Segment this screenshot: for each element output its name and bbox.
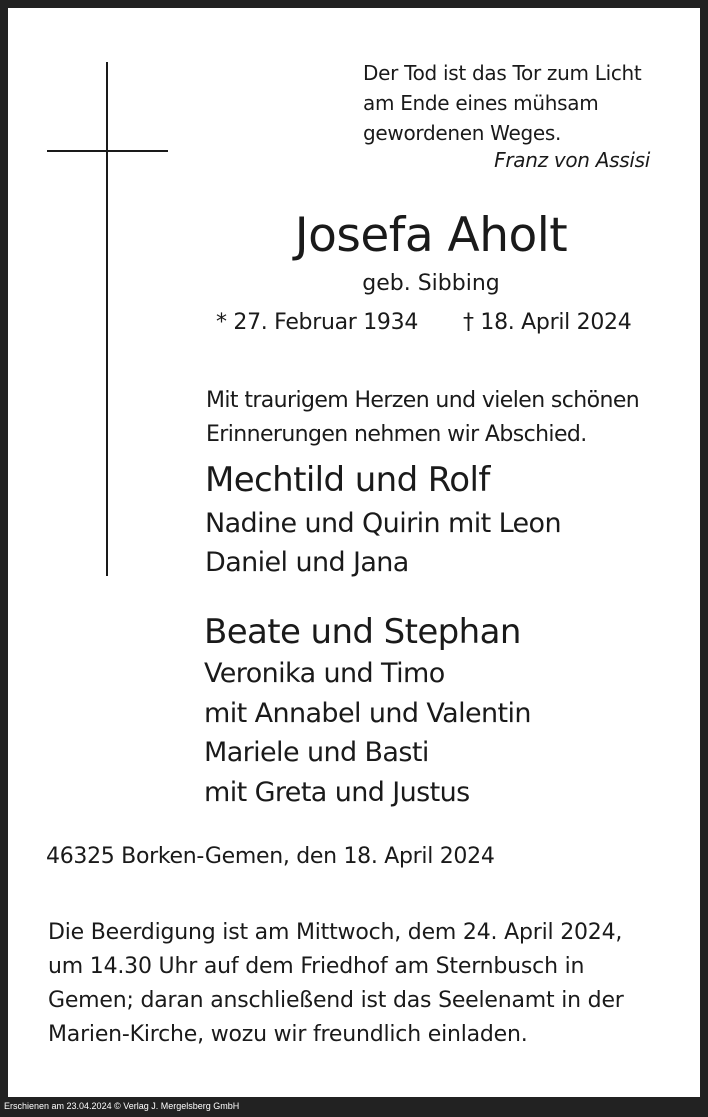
quote-line: gewordenen Weges.: [363, 121, 562, 145]
family-head: Beate und Stephan: [204, 612, 521, 652]
family-member: mit Annabel und Valentin: [204, 698, 531, 729]
deceased-name: Josefa Aholt: [294, 208, 568, 263]
family-member: Mariele und Basti: [204, 737, 429, 768]
quote-line: am Ende eines mühsam: [363, 91, 599, 115]
quote-line: Der Tod ist das Tor zum Licht: [363, 61, 642, 85]
death-date: † 18. April 2024: [463, 310, 632, 335]
family-member: Veronika und Timo: [204, 658, 445, 689]
farewell-text: [206, 384, 639, 452]
family-member: mit Greta und Justus: [204, 777, 470, 808]
birth-date: * 27. Februar 1934: [216, 310, 419, 335]
maiden-name: geb. Sibbing: [362, 271, 500, 296]
cross-icon: [106, 62, 108, 576]
farewell-line: Mit traurigem Herzen und vielen schönen: [206, 388, 640, 413]
farewell-line: Erinnerungen nehmen wir Abschied.: [206, 422, 587, 447]
cross-icon-bar: [47, 150, 168, 152]
funeral-line: Marien-Kirche, wozu wir freundlich einladen.: [48, 1022, 528, 1047]
funeral-line: Gemen; daran anschließend ist das Seelenamt in der: [48, 988, 624, 1013]
family-member: Daniel und Jana: [205, 547, 409, 578]
quote: [363, 58, 641, 148]
publication-footer: Erschienen am 23.04.2024 © Verlag J. Mergelsberg GmbH: [4, 1101, 240, 1111]
funeral-notice: [48, 916, 678, 1052]
place-date: 46325 Borken-Gemen, den 18. April 2024: [46, 844, 495, 869]
family-head: Mechtild und Rolf: [205, 460, 490, 500]
quote-author: Franz von Assisi: [494, 148, 650, 172]
funeral-line: um 14.30 Uhr auf dem Friedhof am Sternbusch in: [48, 954, 585, 979]
obituary-card: [8, 8, 700, 1097]
family-member: Nadine und Quirin mit Leon: [205, 508, 561, 539]
funeral-line: Die Beerdigung ist am Mittwoch, dem 24. April 2024,: [48, 920, 623, 945]
